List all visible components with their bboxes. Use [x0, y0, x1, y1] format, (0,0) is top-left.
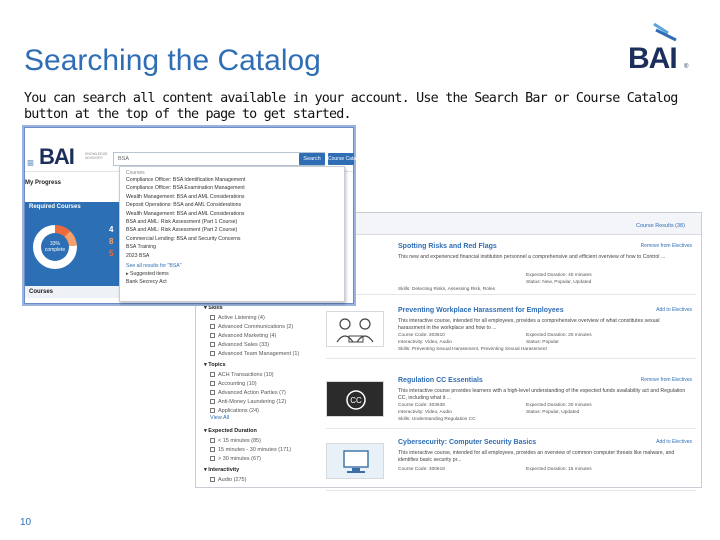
search-suggestions-dropdown: [119, 166, 345, 302]
courses-section-label: Courses: [25, 286, 125, 298]
filter-option[interactable]: ACH Transactions (10): [204, 370, 384, 379]
logo-wordmark: BAI: [628, 42, 677, 75]
suggestion-item[interactable]: BSA Training: [126, 244, 156, 251]
course-title[interactable]: Preventing Workplace Harassment for Employees: [398, 307, 564, 314]
course-card[interactable]: [326, 305, 696, 359]
view-all-link[interactable]: View All: [210, 415, 230, 421]
donut-label: complete: [44, 247, 66, 253]
course-description: This new and experienced financial institution personnel a comprehensive and efficient overview of how to Control ...: [398, 254, 666, 260]
course-code: Course Code: 300618: [398, 467, 445, 472]
course-description: This interactive course, intended for all employees, provides an overview of common computer threats like malware, and identifies basic security pr...: [398, 450, 675, 463]
suggestion-item[interactable]: Wealth Management: BSA and AML Considerations: [126, 210, 245, 217]
course-results-count[interactable]: Course Results (38): [636, 223, 685, 229]
course-title[interactable]: Spotting Risks and Red Flags: [398, 243, 497, 250]
course-duration: Expected Duration: 40 minutes: [526, 273, 592, 278]
filter-heading[interactable]: ▾ Topics: [204, 362, 226, 368]
suggested-items-heading[interactable]: ▸ Suggested items: [126, 270, 169, 277]
filter-option[interactable]: Active Listening (4): [204, 313, 384, 322]
filter-option[interactable]: Advanced Marketing (4): [204, 331, 384, 340]
logo-registered-mark: ®: [684, 64, 689, 70]
count-value: 4: [109, 225, 114, 234]
course-status: Status: New, Popular, Updated: [526, 280, 592, 285]
course-thumbnail: [326, 311, 384, 347]
course-code: Course Code: 303638: [398, 403, 445, 408]
course-action-link[interactable]: Add to Electives: [656, 439, 692, 445]
hamburger-menu-icon[interactable]: ≡: [27, 156, 35, 170]
search-bar-screenshot: [24, 127, 363, 304]
course-status: Status: Popular: [526, 340, 559, 345]
filter-option[interactable]: < 15 minutes (85): [204, 436, 384, 445]
progress-donut: [33, 225, 77, 269]
course-description: This interactive course, intended for all employees, provides a comprehensive overview of what constitutes sexual harassment in the workplace and how to ...: [398, 318, 660, 331]
filter-option[interactable]: Applications (24): [204, 406, 384, 415]
required-courses-title: Required Courses: [29, 204, 81, 210]
checkbox-icon[interactable]: [210, 342, 215, 347]
checkbox-icon[interactable]: [210, 351, 215, 356]
suggestion-item[interactable]: BSA and AML: Risk Assessment (Part 1 Course): [126, 218, 238, 225]
course-card[interactable]: [326, 375, 696, 429]
course-card[interactable]: [326, 437, 696, 491]
app-logo-tagline: KNOWLEDGE ADVISORY: [85, 152, 108, 160]
suggestion-item[interactable]: Deposit Operations: BSA and AML Considerations: [126, 202, 242, 209]
course-card[interactable]: [326, 241, 696, 295]
suggestion-item[interactable]: BSA and AML: Risk Assessment (Part 2 Course): [126, 227, 238, 234]
suggestion-item[interactable]: Commercial Lending: BSA and Security Concerns: [126, 235, 241, 242]
suggestion-item[interactable]: Wealth Management: BSA and AML Considerations: [126, 193, 245, 200]
filter-heading[interactable]: ▾ Skills: [204, 305, 223, 311]
filter-option[interactable]: Advanced Action Parties (7): [204, 388, 384, 397]
course-action-link[interactable]: Remove from Electives: [640, 243, 692, 249]
course-title[interactable]: Cybersecurity: Computer Security Basics: [398, 439, 537, 446]
course-action-link[interactable]: Add to Electives: [656, 307, 692, 313]
people-meeting-icon: [327, 312, 385, 348]
checkbox-icon[interactable]: [210, 315, 215, 320]
filter-option[interactable]: Anti-Money Laundering (12): [204, 397, 384, 406]
filter-option[interactable]: 15 minutes - 30 minutes (171): [204, 445, 384, 454]
search-button[interactable]: Search: [299, 153, 325, 165]
donut-center: [41, 233, 69, 261]
checkbox-icon[interactable]: [210, 438, 215, 443]
course-counts: [109, 224, 113, 260]
course-title[interactable]: Regulation CC Essentials: [398, 377, 483, 384]
bai-logo: [628, 20, 692, 76]
course-interactivity: Interactivity: Video, Audio: [398, 340, 452, 345]
required-courses-panel: [25, 202, 119, 292]
suggestion-item[interactable]: Compliance Officer: BSA Identification Management: [126, 177, 246, 183]
computer-monitor-icon: [327, 444, 385, 480]
page-number: 10: [20, 517, 32, 528]
course-duration: Expected Duration: 15 minutes: [526, 467, 592, 472]
checkbox-icon[interactable]: [210, 477, 215, 482]
course-interactivity: Interactivity: Video, Audio: [398, 410, 452, 415]
count-value: 8: [109, 237, 114, 246]
filter-heading[interactable]: ▾ Interactivity: [204, 467, 240, 473]
count-value: 5: [109, 249, 114, 258]
search-input[interactable]: BSA: [113, 152, 325, 166]
filter-option[interactable]: > 30 minutes (67): [204, 454, 384, 463]
checkbox-icon[interactable]: [210, 333, 215, 338]
course-skills: Skills: Detecting Risks, Assessing Risk, Roles: [398, 287, 496, 292]
course-action-link[interactable]: Remove from Electives: [640, 377, 692, 383]
course-description: This interactive course provides learners with a high-level understanding of the expected funds availability act and Regulation CC, including what it ...: [398, 388, 686, 401]
checkbox-icon[interactable]: [210, 408, 215, 413]
filter-option[interactable]: Advanced Communications (2): [204, 322, 384, 331]
checkbox-icon[interactable]: [210, 381, 215, 386]
checkbox-icon[interactable]: [210, 456, 215, 461]
filter-heading[interactable]: ▾ Expected Duration: [204, 428, 257, 434]
course-status: Status: Popular, Updated: [526, 410, 580, 415]
svg-text:CC: CC: [350, 396, 362, 405]
checkbox-icon[interactable]: [210, 372, 215, 377]
cc-badge-icon: [327, 382, 385, 418]
course-duration: Expected Duration: 20 minutes: [526, 333, 592, 338]
filter-option[interactable]: Advanced Team Management (1): [204, 349, 384, 358]
suggestion-item[interactable]: Compliance Officer: BSA Examination Management: [126, 185, 245, 192]
slide-title: Searching the Catalog: [24, 44, 321, 77]
course-code: Course Code: 303610: [398, 333, 445, 338]
suggested-item[interactable]: Bank Secrecy Act: [126, 279, 167, 286]
course-thumbnail: [326, 443, 384, 479]
course-skills: Skills: Preventing Sexual Harassment, Preventing Sexual Harassment: [398, 347, 547, 352]
course-duration: Expected Duration: 20 minutes: [526, 403, 592, 408]
intro-text: You can search all content available in your account. Use the Search Bar or Course Catalog button at the top of the page to get started.: [24, 91, 678, 122]
course-catalog-button[interactable]: Course Catalog: [328, 153, 354, 165]
filter-option[interactable]: Advanced Sales (33): [204, 340, 384, 349]
checkbox-icon[interactable]: [210, 324, 215, 329]
checkbox-icon[interactable]: [210, 399, 215, 404]
app-logo: BAI: [39, 144, 74, 169]
course-thumbnail: [326, 381, 384, 417]
donut-percent: 33%: [49, 241, 60, 247]
my-progress-heading: My Progress: [25, 180, 62, 186]
suggestion-item[interactable]: 2023 BSA: [126, 252, 150, 259]
checkbox-icon[interactable]: [210, 390, 215, 395]
dropdown-section-heading: Courses: [126, 170, 145, 176]
filter-option[interactable]: Audio (275): [204, 475, 384, 484]
logo-swoosh-icon: [628, 20, 692, 44]
see-all-results-link[interactable]: See all results for "BSA": [126, 262, 182, 269]
course-skills: Skills: Understanding Regulation CC: [398, 417, 476, 422]
filter-option[interactable]: Accounting (10): [204, 379, 384, 388]
checkbox-icon[interactable]: [210, 447, 215, 452]
